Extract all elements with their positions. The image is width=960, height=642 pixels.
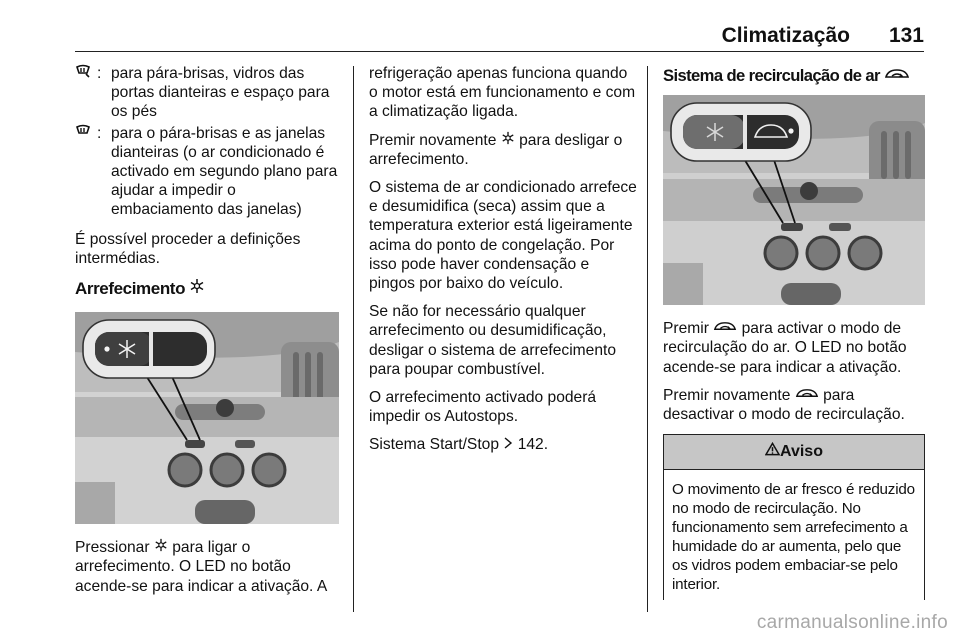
column-2 — [369, 64, 637, 464]
windscreen-feet-icon — [75, 64, 97, 122]
paragraph: Premir para activar o modo de recirculação do ar. O LED no botão acende-se para indicar a ativação. — [663, 320, 907, 376]
cooling-heading: Arrefecimento — [75, 278, 341, 298]
section-title: Climatização — [721, 24, 850, 47]
cooling-button-photo — [75, 312, 339, 524]
warning-box — [663, 434, 925, 600]
recirculation-icon — [884, 66, 910, 85]
legend-colon: : — [97, 65, 102, 82]
column-3 — [663, 66, 925, 600]
legend-text: para o pára-brisas e as janelas dianteiras (o ar condicionado é activado em segundo plano para ajudar a impedir o embaciamento das janelas) — [111, 124, 338, 219]
paragraph: Premir novamente para desactivar o modo de recirculação. — [663, 386, 905, 424]
column-1 — [75, 64, 341, 605]
recirculation-icon — [713, 319, 737, 338]
windscreen-icon — [75, 124, 97, 220]
column-divider-2 — [647, 66, 648, 612]
cross-reference: Sistema Start/Stop 142. — [369, 436, 549, 454]
snowflake-icon — [501, 131, 515, 150]
recirculation-icon — [795, 386, 819, 405]
legend-text: para pára-brisas, vidros das portas dianteiras e espaço para os pés — [111, 65, 330, 121]
page-reference-icon — [503, 435, 513, 454]
legend-item — [75, 124, 341, 220]
paragraph: Premir novamente para desligar o arrefecimento. — [369, 131, 623, 168]
recirculation-button-photo — [663, 95, 925, 305]
legend-item — [75, 64, 341, 122]
paragraph: O sistema de ar condicionado arrefece e desumidifica (seca) assim que a temperatura exterior está ligeiramente acima do ponto de congelação. Por isso pode haver condensação e pingos por baixo do veículo. — [369, 179, 637, 293]
warning-title: Aviso — [664, 435, 924, 470]
cooling-press-text: Pressionar para ligar o arrefecimento. O LED no botão acende-se para indicar a ativação. A — [75, 539, 328, 595]
paragraph: O arrefecimento activado poderá impedir os Autostops. — [369, 389, 597, 426]
recirculation-heading: Sistema de recirculação de ar — [663, 66, 925, 85]
snowflake-icon — [154, 538, 168, 557]
intermediate-settings-text: É possível proceder a definições intermédias. — [75, 230, 301, 267]
warning-text: O movimento de ar fresco é reduzido no modo de recirculação. No funcionamento sem arrefecimento a humidade do ar aumenta, pelo que os vidros podem embaciar-se pelo interior. — [672, 481, 915, 594]
paragraph: refrigeração apenas funciona quando o motor está em funcionamento e com a climatização ligada. — [369, 65, 636, 121]
warning-icon — [765, 442, 780, 461]
page-number: 131 — [888, 24, 924, 47]
header-divider — [75, 51, 924, 52]
watermark: carmanualsonline.info — [756, 612, 948, 633]
legend-colon: : — [97, 124, 102, 142]
paragraph: Se não for necessário qualquer arrefecimento ou desumidificação, desligar o sistema de arrefecimento para poupar combustível. — [369, 303, 617, 378]
column-divider-1 — [353, 66, 354, 612]
snowflake-icon — [189, 278, 205, 298]
